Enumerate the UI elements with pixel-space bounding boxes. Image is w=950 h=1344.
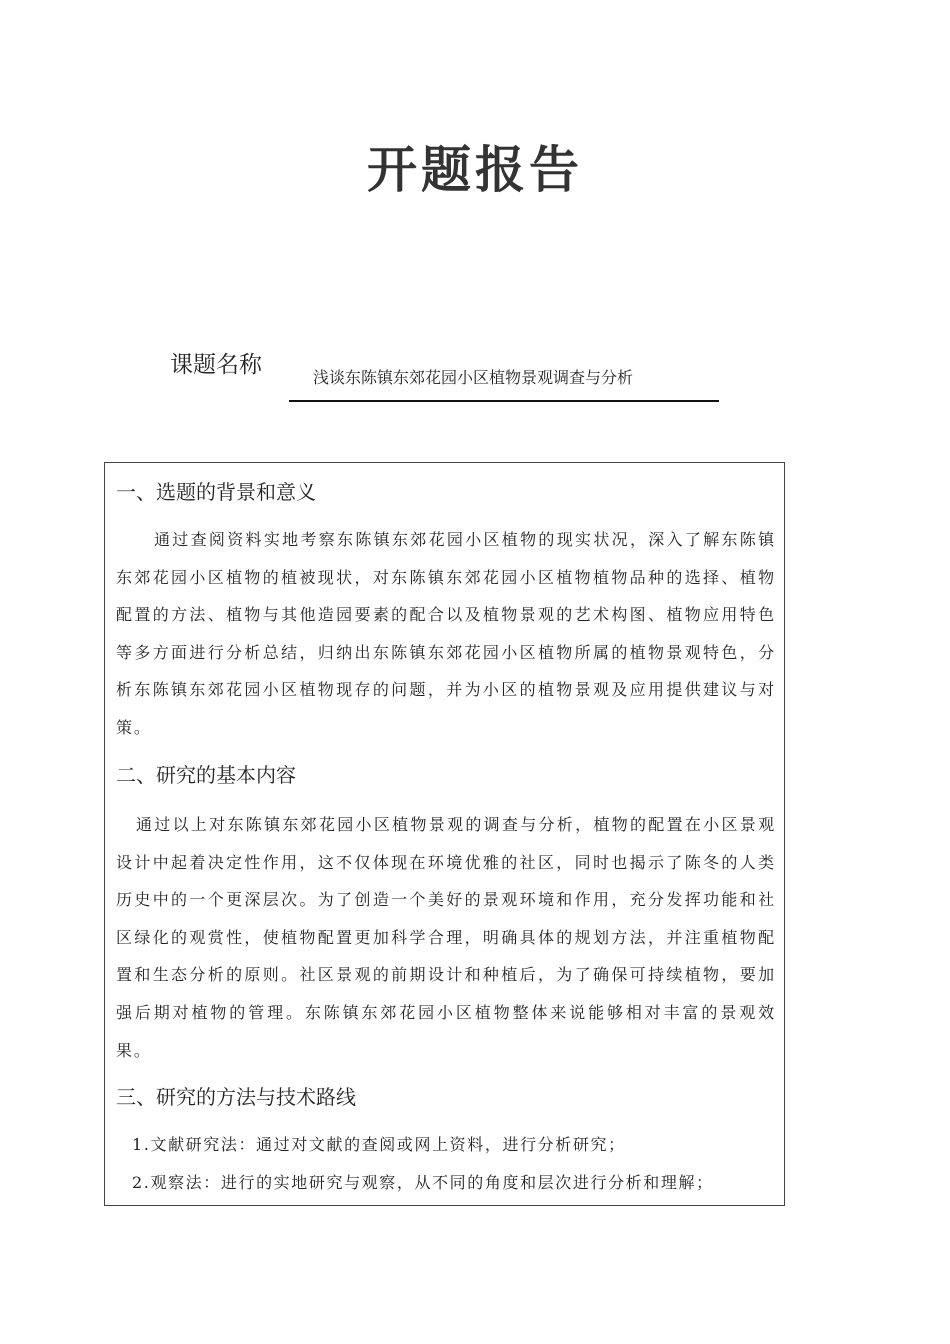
list-item: 2.观察法：进行的实地研究与观察，从不同的角度和层次进行分析和理解； [132,1173,714,1192]
page-title: 开题报告 [367,140,583,199]
topic-label: 课题名称 [170,352,262,378]
section-heading-background: 一、选题的背景和意义 [116,480,316,504]
topic-value: 浅谈东陈镇东郊花园小区植物景观调查与分析 [289,364,719,402]
content-box [104,462,785,1206]
section-paragraph-background: 通过查阅资料实地考察东陈镇东郊花园小区植物的现实状况，深入了解东陈镇东郊花园小区植物的植被现状，对东陈镇东郊花园小区植物植物品种的选择、植物配置的方法、植物与其他造园要素的配合以及植物景观的艺术构图、植物应用特色等多方面进行分析总结，归纳出东陈镇东郊花园小区植物所属的植物景观特色，分析东陈镇东郊花园小区植物现存的问题，并为小区的植物景观及应用提供建议与对策。 [116,530,776,737]
list-item: 1.文献研究法：通过对文献的查阅或网上资料，进行分析研究； [132,1135,626,1154]
section-paragraph-content: 通过以上对东陈镇东郊花园小区植物景观的调查与分析，植物的配置在小区景观设计中起着决定性作用，这不仅体现在环境优雅的社区，同时也揭示了陈冬的人类历史中的一个更深层次。为了创造一个美好的景观环境和作用，充分发挥功能和社区绿化的观赏性，使植物配置更加科学合理，明确具体的规划方法，并注重植物配置和生态分析的原则。社区景观的前期设计和种植后，为了确保可持续植物，要加强后期对植物的管理。东陈镇东郊花园小区植物整体来说能够相对丰富的景观效果。 [116,815,776,1060]
section-heading-content: 二、研究的基本内容 [116,763,296,787]
section-heading-methods: 三、研究的方法与技术路线 [116,1085,356,1109]
